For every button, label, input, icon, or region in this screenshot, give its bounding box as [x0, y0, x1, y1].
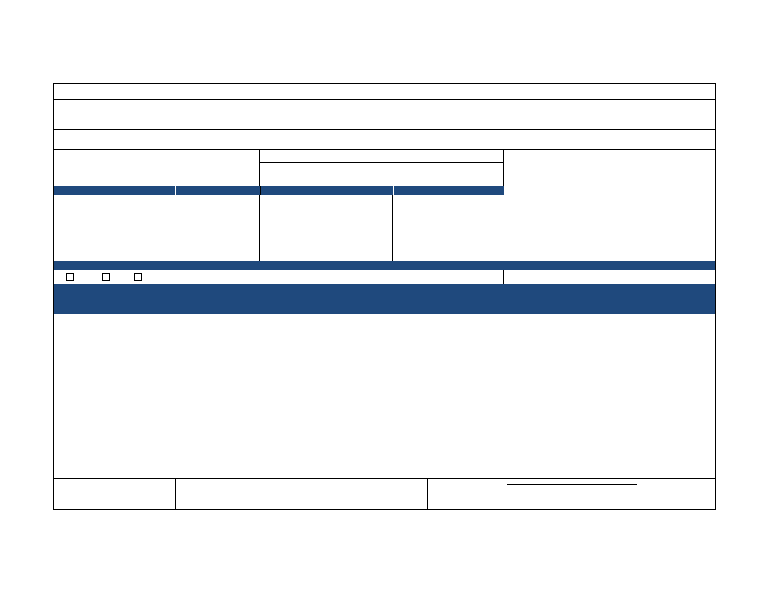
document-title	[54, 130, 715, 150]
firma-header	[176, 186, 260, 195]
footer	[54, 478, 715, 509]
equipos-header	[393, 186, 504, 195]
epp-value	[260, 195, 393, 261]
bajo-checkbox[interactable]	[134, 273, 142, 281]
personal-list	[54, 195, 260, 261]
ats-document	[53, 83, 716, 510]
equipos-value	[393, 195, 504, 261]
alto-checkbox[interactable]	[66, 273, 74, 281]
categoria-header	[54, 261, 504, 270]
responsable-value	[504, 270, 715, 284]
table-body	[54, 314, 715, 478]
risk-matrix	[504, 150, 715, 261]
project-title	[54, 100, 715, 130]
table-header	[54, 284, 715, 314]
activity-value	[260, 163, 503, 187]
municipality-title	[54, 84, 715, 100]
titular-label	[54, 150, 260, 186]
mediano-checkbox[interactable]	[102, 273, 110, 281]
personal-header	[54, 186, 176, 195]
categoria-options	[54, 270, 504, 284]
activity-label	[260, 150, 503, 163]
responsable-header	[504, 261, 715, 270]
epp-header	[260, 186, 393, 195]
